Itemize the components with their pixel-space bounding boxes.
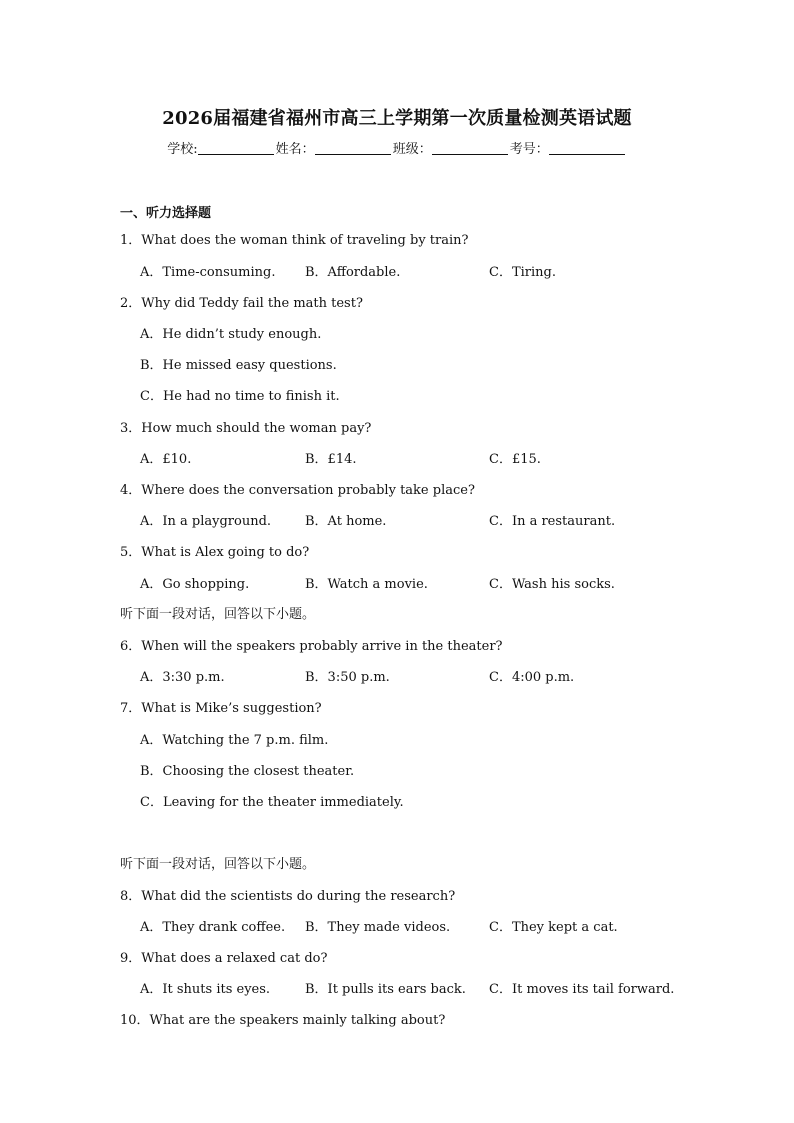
q3-option-c: C．£15. (489, 452, 541, 467)
question-3: 3．How much should the woman pay? (120, 421, 372, 436)
listening-instruction-2: 听下面一段对话，回答以下小题。 (120, 857, 316, 872)
q3-option-a: A．£10. (140, 452, 192, 467)
q2-option-c: C．He had no time to finish it. (140, 389, 340, 404)
question-9: 9．What does a relaxed cat do? (120, 951, 328, 966)
school-label: 学校: (167, 142, 198, 157)
exam-number-label: 考号： (509, 142, 549, 157)
class-label: 班级： (392, 142, 432, 157)
q4-option-c: C．In a restaurant. (489, 514, 616, 529)
question-4: 4．Where does the conversation probably take place? (120, 483, 475, 498)
question-7: 7．What is Mike’s suggestion? (120, 701, 322, 716)
question-2: 2．Why did Teddy fail the math test? (120, 296, 363, 311)
q1-option-c: C．Tiring. (489, 265, 556, 280)
q2-option-a: A．He didn’t study enough. (140, 327, 322, 342)
q6-option-c: C．4:00 p.m. (489, 670, 575, 685)
q9-option-c: C．It moves its tail forward. (489, 982, 675, 997)
q1-option-a: A．Time-consuming. (140, 265, 276, 280)
question-10: 10．What are the speakers mainly talking about? (120, 1013, 446, 1028)
section-heading: 一、听力选择题 (120, 206, 212, 221)
question-6: 6．When will the speakers probably arrive in the theater? (120, 639, 503, 654)
q9-option-b: B．It pulls its ears back. (305, 982, 466, 997)
q1-option-b: B．Affordable. (305, 265, 401, 280)
q7-option-b: B．Choosing the closest theater. (140, 764, 355, 779)
exam-number-blank (549, 142, 625, 155)
q5-option-a: A．Go shopping. (140, 577, 250, 592)
q7-option-c: C．Leaving for the theater immediately. (140, 795, 404, 810)
student-info-row (0, 138, 794, 157)
q6-option-b: B．3:50 p.m. (305, 670, 390, 685)
name-blank (315, 142, 391, 155)
class-blank (432, 142, 508, 155)
school-blank (198, 142, 274, 155)
q8-option-b: B．They made videos. (305, 920, 451, 935)
q9-option-a: A．It shuts its eyes. (140, 982, 271, 997)
question-5: 5．What is Alex going to do? (120, 545, 310, 560)
q6-option-a: A．3:30 p.m. (140, 670, 225, 685)
q4-option-a: A．In a playground. (140, 514, 272, 529)
q3-option-b: B．£14. (305, 452, 357, 467)
question-8: 8．What did the scientists do during the research? (120, 889, 456, 904)
name-label: 姓名： (275, 142, 315, 157)
q4-option-b: B．At home. (305, 514, 387, 529)
q8-option-c: C．They kept a cat. (489, 920, 618, 935)
document-title: 2026届福建省福州市高三上学期第一次质量检测英语试题 (162, 108, 632, 129)
q7-option-a: A．Watching the 7 p.m. film. (140, 733, 329, 748)
q5-option-b: B．Watch a movie. (305, 577, 428, 592)
q5-option-c: C．Wash his socks. (489, 577, 615, 592)
question-1: 1．What does the woman think of traveling by train? (120, 233, 469, 248)
listening-instruction-1: 听下面一段对话，回答以下小题。 (120, 607, 316, 622)
q8-option-a: A．They drank coffee. (140, 920, 286, 935)
q2-option-b: B．He missed easy questions. (140, 358, 337, 373)
